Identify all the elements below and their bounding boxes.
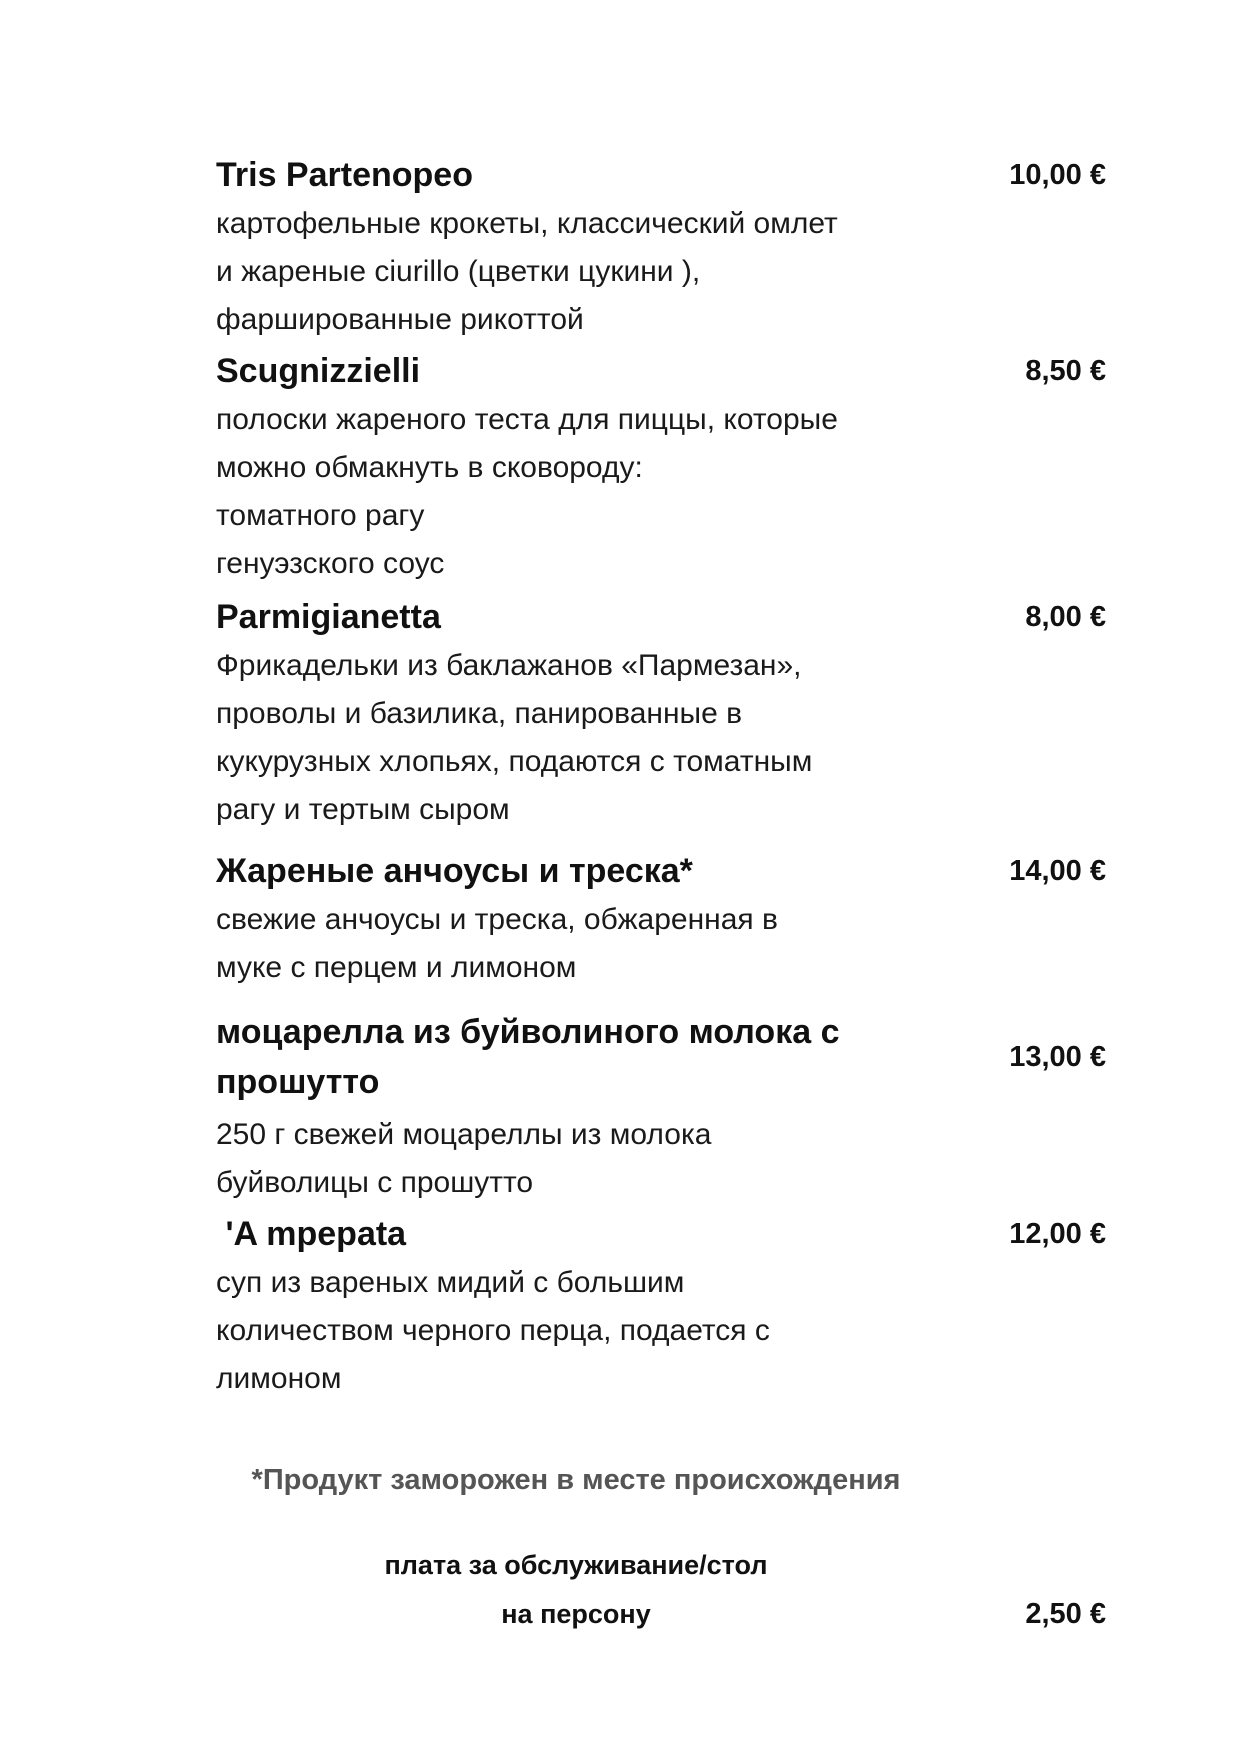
menu-item-a-mpepata (216, 1209, 1106, 1403)
service-charge-price: 2,50 € (1025, 1598, 1106, 1630)
item-price: 8,00 € (1025, 601, 1106, 633)
menu-item-parmigianetta (216, 592, 1106, 834)
description-line: проволы и базилика, панированные в (216, 697, 743, 730)
service-charge-per-person: на персону (501, 1599, 651, 1629)
description-line: муке с перцем и лимоном (216, 951, 577, 984)
item-description (216, 1111, 1106, 1207)
item-name: Parmigianetta (216, 598, 441, 636)
menu-item-tris-partenopeo (216, 150, 1106, 344)
description-line: полоски жареного теста для пиццы, которые (216, 403, 838, 436)
item-name: 'A mpepata (216, 1215, 407, 1253)
item-name-line: прошутто (216, 1063, 380, 1101)
description-line: суп из вареных мидий с большим (216, 1266, 685, 1299)
item-price: 10,00 € (1009, 159, 1106, 191)
description-line: буйволицы с прошутто (216, 1166, 534, 1199)
description-line: кукурузных хлопьях, подаются с томатным (216, 745, 813, 778)
description-line: картофельные крокеты, классический омлет (216, 207, 838, 240)
description-line: свежие анчоусы и треска, обжаренная в (216, 903, 778, 936)
item-price: 14,00 € (1009, 855, 1106, 887)
menu-item-buffalo-mozzarella-prosciutto (216, 1007, 1106, 1207)
description-line: лимоном (216, 1362, 342, 1395)
service-charge-label: плата за обслуживание/стол (384, 1550, 768, 1580)
description-line: Фрикадельки из баклажанов «Пармезан», (216, 649, 802, 682)
item-price: 12,00 € (1009, 1218, 1106, 1250)
item-name: Tris Partenopeo (216, 156, 473, 194)
item-name (216, 1007, 936, 1107)
item-description (216, 200, 1106, 344)
service-charge (216, 1541, 1106, 1639)
item-price: 13,00 € (1009, 1041, 1106, 1073)
item-name: Scugnizzielli (216, 352, 421, 390)
item-name: Жареные анчоусы и треска* (216, 852, 693, 890)
description-line: количеством черного перца, подается с (216, 1314, 770, 1347)
description-line: можно обмакнуть в сковороду: (216, 451, 643, 484)
menu-item-fried-anchovies-cod (216, 846, 1106, 992)
description-line: томатного рагу (216, 499, 425, 532)
frozen-product-footnote: *Продукт заморожен в месте происхождения (251, 1464, 901, 1496)
description-line: рагу и тертым сыром (216, 793, 510, 826)
item-description (216, 896, 1106, 992)
menu-item-scugnizzielli (216, 346, 1106, 588)
description-line: и жареные ciurillo (цветки цукини ), (216, 255, 701, 288)
item-description (216, 642, 1106, 834)
description-line: фаршированные рикоттой (216, 303, 584, 336)
description-line: 250 г свежей моцареллы из молока (216, 1118, 712, 1151)
description-line: генуэзского соус (216, 547, 445, 580)
item-description (216, 396, 1106, 588)
item-price: 8,50 € (1025, 355, 1106, 387)
item-name-line: моцарелла из буйволиного молока с (216, 1013, 840, 1051)
item-description (216, 1259, 1106, 1403)
